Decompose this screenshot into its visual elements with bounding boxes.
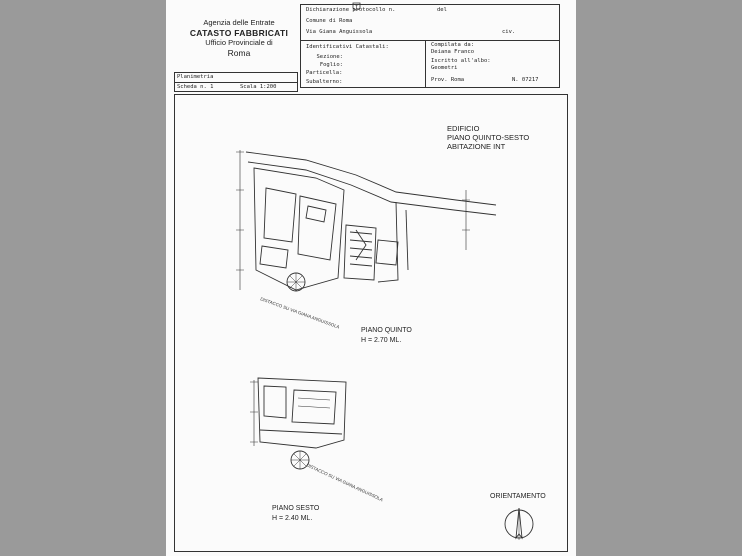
distacco-label-quinto: DISTACCO SU VIA GIANA ANGUISSOLA	[259, 296, 341, 330]
via-label: Via Giana Anguissola	[306, 29, 373, 35]
background-left	[0, 0, 166, 556]
scheda-number: Scheda n. 1	[177, 84, 214, 90]
compilata-label: Compilata da:	[431, 42, 475, 48]
planimetria-label: Planimetria	[177, 74, 214, 80]
scala-label: Scala 1:200	[240, 84, 277, 90]
dichiarazione-label: Dichiarazione protocollo n.	[306, 7, 396, 13]
agency-city: Roma	[227, 48, 251, 58]
foglio-label: Foglio:	[319, 62, 343, 68]
agency-block	[180, 18, 298, 58]
plan-title-abitazione: ABITAZIONE INT	[447, 142, 506, 151]
background-right	[576, 0, 742, 556]
piano-sesto-label: PIANO SESTO	[272, 505, 320, 512]
piano-sesto-height: H = 2.40 ML.	[272, 515, 313, 522]
identificativi-label: Identificativi Catastali:	[306, 44, 389, 50]
albo-value: Geometri	[431, 65, 458, 71]
floor-plan-quinto	[226, 130, 516, 330]
agency-catasto: CATASTO FABBRICATI	[189, 28, 289, 38]
distacco-label-sesto: DISTACCO SU VIA GIANA ANGUISSOLA	[305, 462, 384, 503]
plan-title-edificio: EDIFICIO	[447, 124, 480, 133]
iscritto-label: Iscritto all'albo:	[431, 58, 491, 64]
sezione-label: Sezione:	[316, 54, 343, 60]
piano-quinto-label: PIANO QUINTO	[361, 327, 412, 334]
del-label: del	[437, 7, 447, 13]
floor-plan-sesto	[246, 368, 384, 503]
numero-label: N. 07217	[512, 77, 539, 83]
civ-label: civ.	[502, 29, 516, 35]
plan-title-piani: PIANO QUINTO-SESTO	[447, 133, 530, 142]
document-page	[166, 0, 576, 556]
prov-label: Prov. Roma	[431, 77, 465, 83]
orientamento-label: ORIENTAMENTO	[490, 493, 546, 500]
agency-office: Ufficio Provinciale di	[205, 38, 273, 47]
compilatore-name: Deiana Franco	[431, 49, 475, 55]
particella-label: Particella:	[306, 70, 343, 76]
north-arrow-icon	[502, 502, 536, 542]
piano-quinto-height: H = 2.70 ML.	[361, 337, 402, 344]
comune-label: Comune di Roma	[306, 18, 353, 24]
subalterno-label: Subalterno:	[306, 79, 343, 85]
agency-name: Agenzia delle Entrate	[203, 18, 275, 27]
